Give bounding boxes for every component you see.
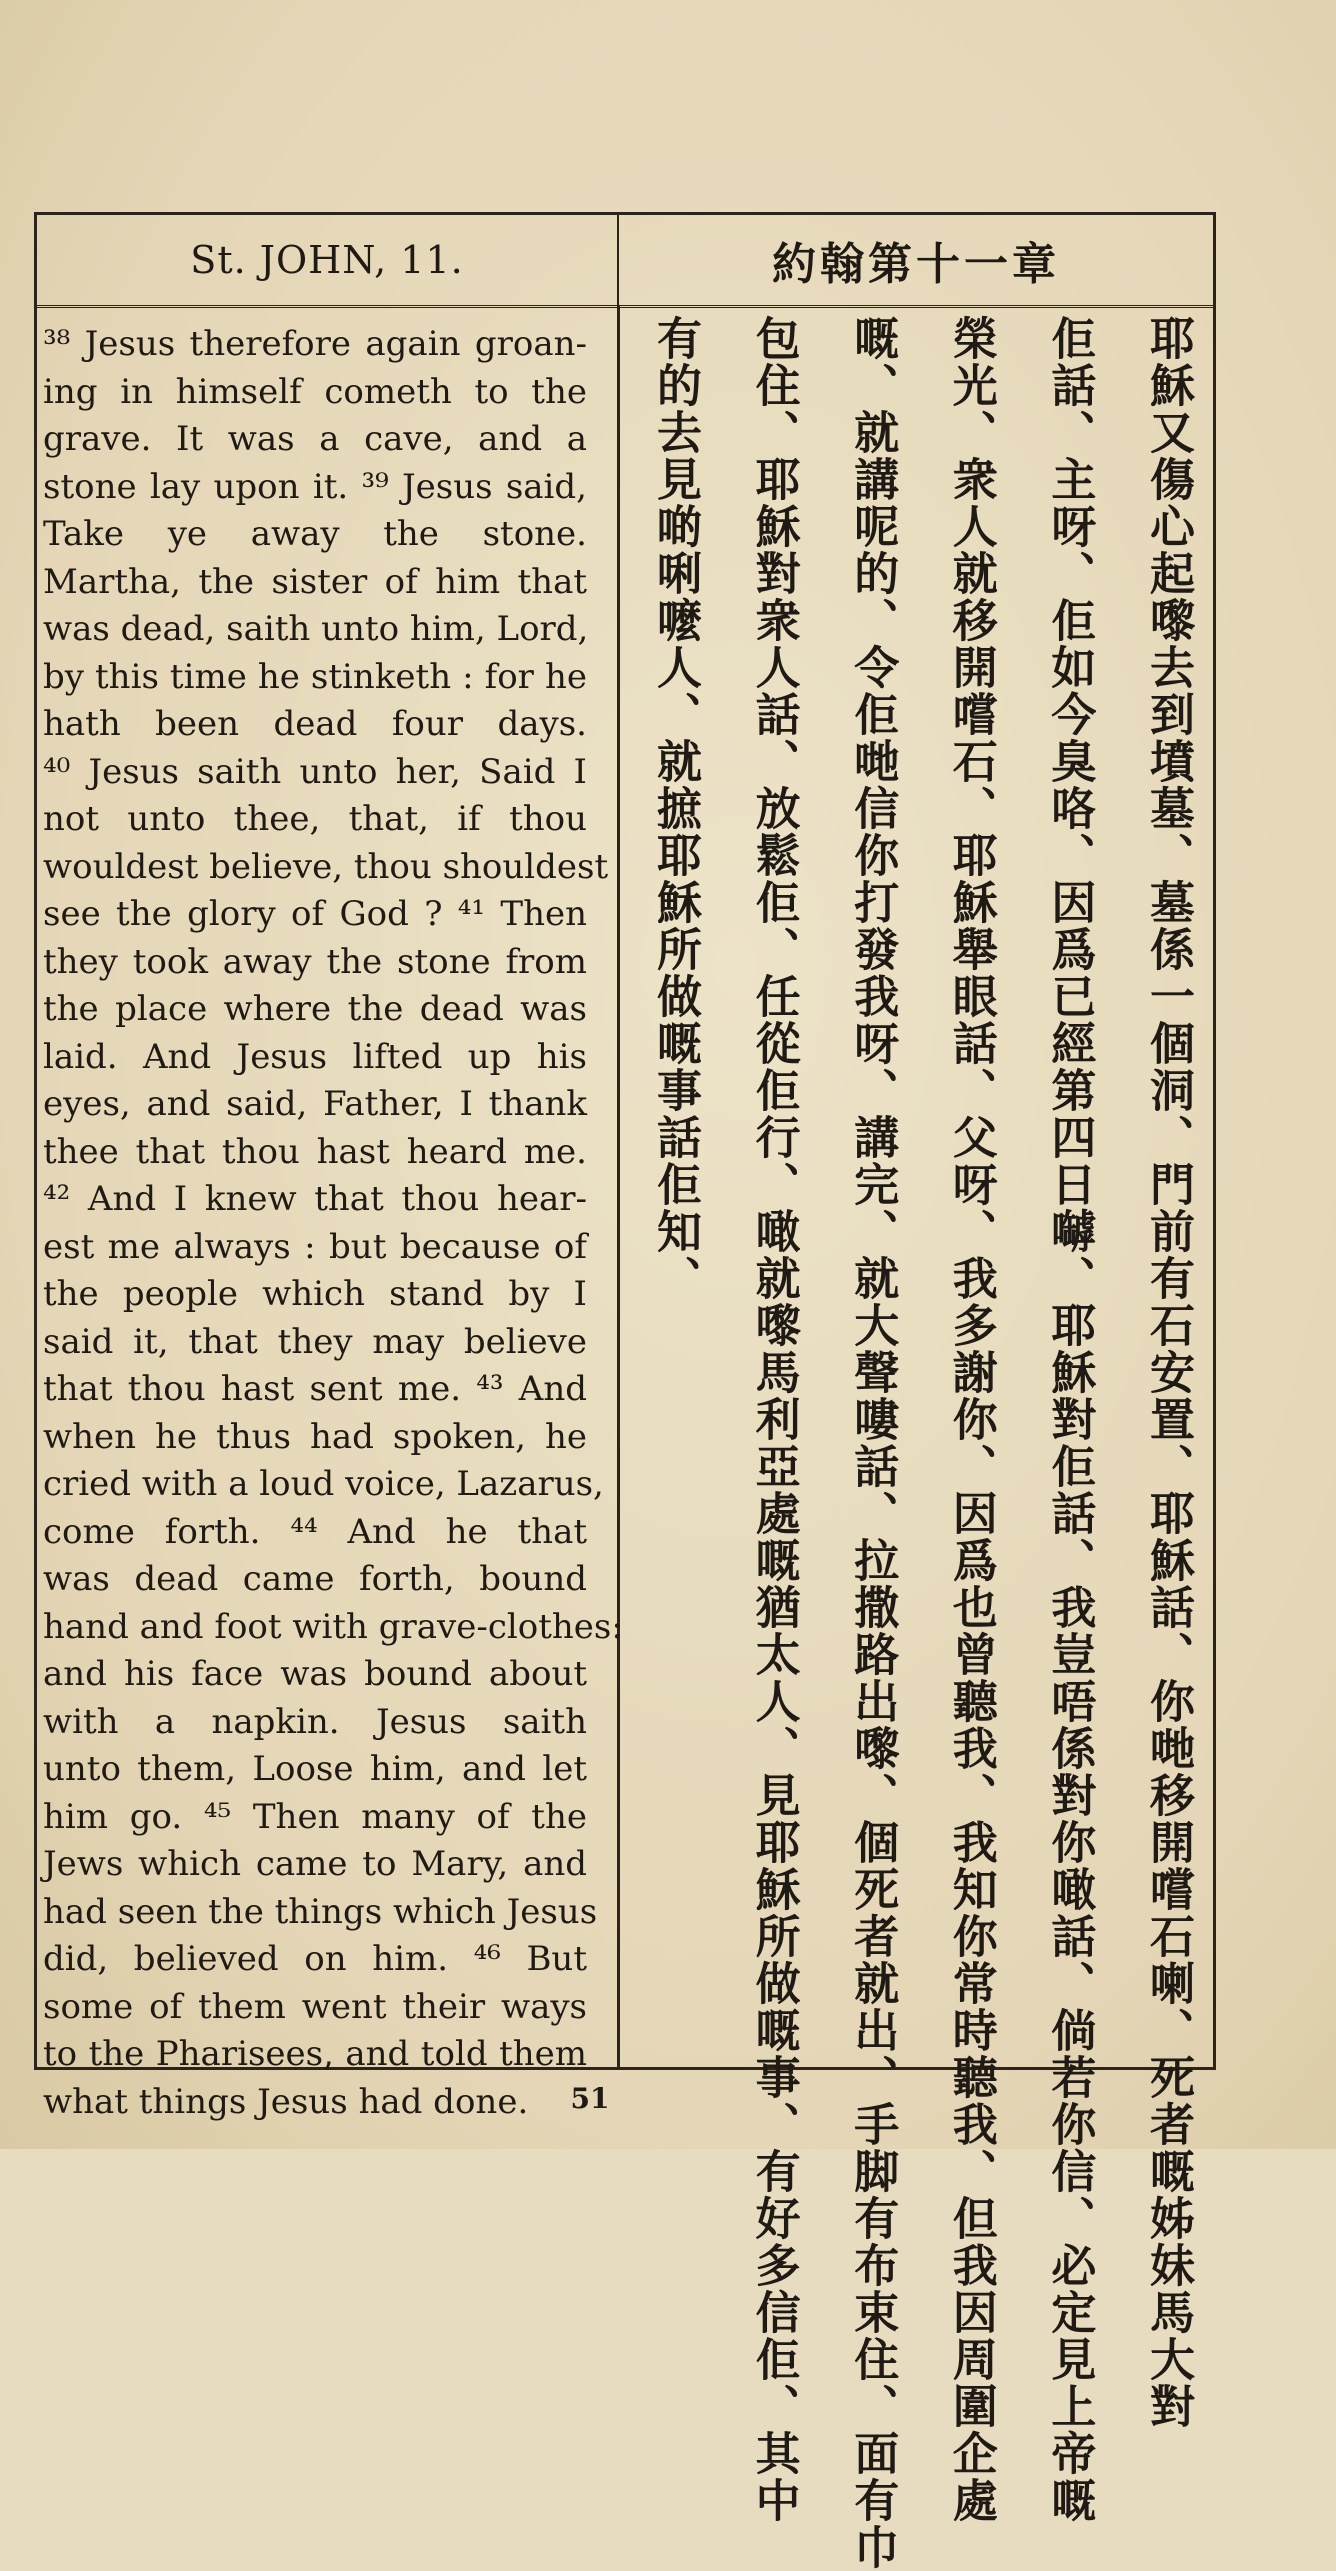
- english-line: unto them, Loose him, and let: [43, 1749, 587, 1789]
- english-line: some of them went their ways: [43, 1986, 587, 2027]
- english-line: thee that thou hast heard me.: [43, 1131, 587, 1172]
- english-line: grave. It was a cave, and a: [43, 419, 587, 459]
- english-line: the place where the dead was: [43, 989, 587, 1029]
- chinese-column-line: 佢話、主呀、佢如今臭咯、因爲已經第四日嚹、耶穌對佢話、我豈唔係對你噉話、倘若你信、必定見上帝嘅: [1043, 315, 1097, 2524]
- column-divider: [617, 305, 620, 2067]
- english-line: est me always : but because of: [43, 1226, 587, 1267]
- english-line: Take ye away the stone.: [43, 514, 587, 554]
- english-line: Martha, the sister of him that: [43, 561, 587, 602]
- english-line: was dead came forth, bound: [43, 1559, 587, 1599]
- english-line: and his face was bound about: [43, 1654, 587, 1694]
- english-line: wouldest believe, thou shouldest: [43, 846, 609, 887]
- english-running-title: St. JOHN, 11.: [190, 238, 464, 282]
- english-line: what things Jesus had done.: [43, 2081, 529, 2122]
- chinese-column-line: 包住、耶穌對衆人話、放鬆佢、任從佢行、噉就嚟馬利亞處嘅猶太人、見耶穌所做嘅事、有好多信佢、其中: [747, 315, 801, 2524]
- english-line: had seen the things which Jesus: [43, 1891, 598, 1932]
- english-line: with a napkin. Jesus saith: [43, 1701, 587, 1742]
- english-line: Jews which came to Mary, and: [43, 1844, 587, 1884]
- chinese-text-column: [633, 315, 1203, 2571]
- english-line: to the Pharisees, and told them: [43, 2034, 587, 2074]
- english-line: when he thus had spoken, he: [43, 1416, 587, 1457]
- english-line: that thou hast sent me. ⁴³ And: [43, 1369, 587, 1409]
- english-line: stone lay upon it. ³⁹ Jesus said,: [43, 466, 587, 507]
- english-line: ⁴⁰ Jesus saith unto her, Said I: [43, 751, 587, 792]
- english-line: eyes, and said, Father, I thank: [43, 1084, 587, 1124]
- chinese-column-line: 有的去見啲唎嚒人、就摭耶穌所做嘅事話佢知、: [649, 315, 702, 1302]
- english-line: by this time he stinketh : for he: [43, 656, 587, 697]
- english-line: the people which stand by I: [43, 1274, 587, 1314]
- english-line: see the glory of God ? ⁴¹ Then: [43, 894, 587, 934]
- english-line: not unto thee, that, if thou: [43, 799, 587, 839]
- chinese-column-line: 嘅、就講呢的、令佢哋信你打發我呀、講完、就大聲嘍話、拉撒路出嚟、個死者就出、手脚有布束住、面有巾: [846, 315, 900, 2571]
- english-line: hath been dead four days.: [43, 704, 587, 744]
- english-line: did, believed on him. ⁴⁶ But: [43, 1939, 587, 1979]
- english-line: ³⁸ Jesus therefore again groan-: [43, 324, 587, 364]
- english-line: they took away the stone from: [43, 941, 587, 982]
- english-line: was dead, saith unto him, Lord,: [43, 609, 589, 649]
- chinese-column-line: 榮光、衆人就移開嚐石、耶穌舉眼話、父呀、我多謝你、因爲也曾聽我、我知你常時聽我、但我因周圍企處: [944, 315, 998, 2524]
- page-number: 51: [570, 2082, 610, 2115]
- english-line: ⁴² And I knew that thou hear-: [43, 1179, 587, 1219]
- english-line: said it, that they may believe: [43, 1321, 587, 1362]
- header-row: [37, 215, 1213, 308]
- chinese-running-title: 約翰第十一章: [617, 215, 1213, 305]
- english-line: cried with a loud voice, Lazarus,: [43, 1464, 604, 1504]
- english-line: him go. ⁴⁵ Then many of the: [43, 1796, 587, 1837]
- chinese-column-line: 耶穌又傷心起嚟去到墳墓、墓係一個洞、門前有石安置、耶穌話、你哋移開嚐石喇、死者嘅姊妹馬大對: [1141, 315, 1195, 2430]
- english-line: come forth. ⁴⁴ And he that: [43, 1511, 587, 1552]
- english-line: hand and foot with grave-clothes:: [43, 1606, 623, 1647]
- english-line: ing in himself cometh to the: [43, 371, 587, 412]
- english-line: laid. And Jesus lifted up his: [43, 1036, 587, 1077]
